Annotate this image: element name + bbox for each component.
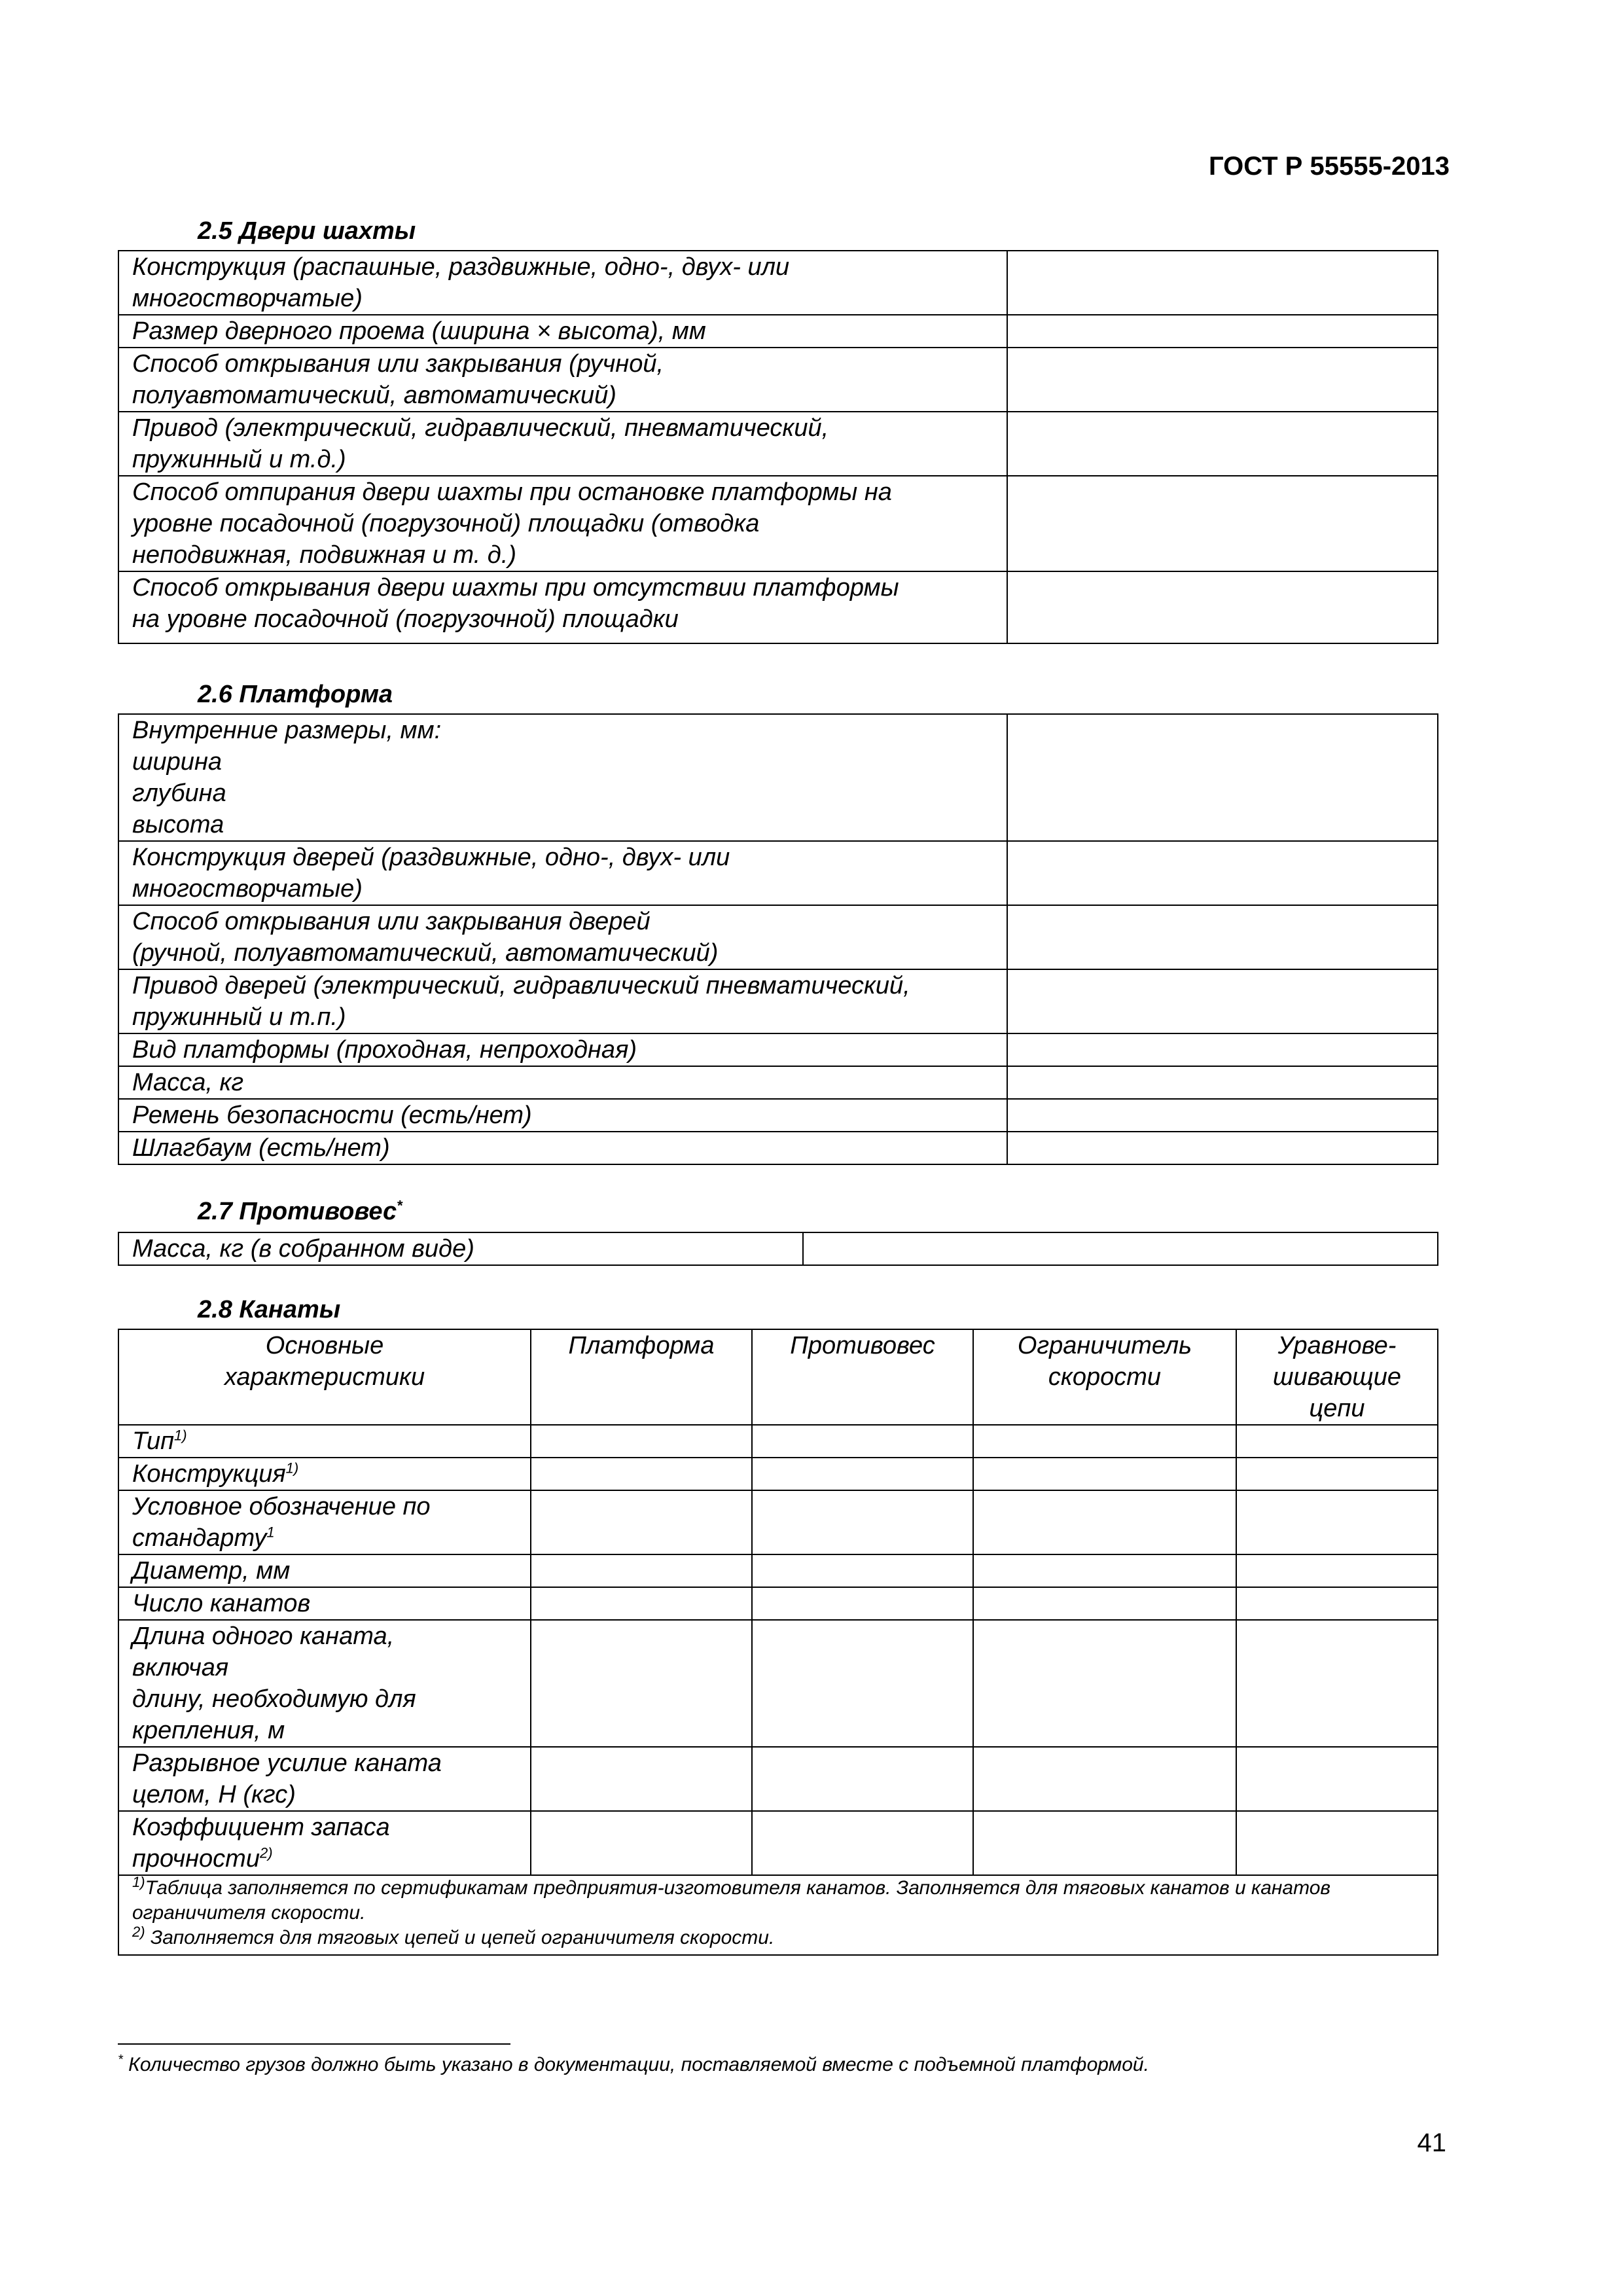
row-label-text: Тип — [132, 1427, 174, 1455]
value-cell[interactable] — [752, 1458, 973, 1490]
table-notes — [118, 1875, 1438, 1955]
table-row-label: Шлагбаум (есть/нет) — [118, 1132, 1007, 1164]
value-cell[interactable] — [752, 1811, 973, 1875]
value-cell[interactable] — [1007, 315, 1438, 348]
value-cell[interactable] — [752, 1587, 973, 1620]
page-footnote — [118, 2054, 1149, 2076]
counterweight-table — [118, 1232, 1438, 1266]
value-cell[interactable] — [973, 1554, 1236, 1587]
column-header: Основные характеристики — [118, 1329, 531, 1425]
value-cell[interactable] — [1007, 1066, 1438, 1099]
row-label-text: Разрывное усилие каната целом, Н (кгс) — [132, 1749, 442, 1808]
section-2-6-title: 2.6 Платформа — [198, 681, 393, 708]
column-header: Противовес — [752, 1329, 973, 1425]
value-cell[interactable] — [973, 1811, 1236, 1875]
row-label — [118, 1587, 531, 1620]
document-code: ГОСТ Р 55555-2013 — [1208, 152, 1450, 181]
table-row-label: Привод дверей (электрический, гидравлический пневматический, пружинный и т.п.) — [118, 969, 1007, 1033]
footnote-text: Количество грузов должно быть указано в документации, поставляемой вместе с подъемной платформой. — [122, 2054, 1149, 2075]
value-cell[interactable] — [1007, 1033, 1438, 1066]
ropes-table — [118, 1329, 1438, 1956]
value-cell[interactable] — [1236, 1554, 1438, 1587]
table-row-label: Масса, кг (в собранном виде) — [118, 1232, 803, 1265]
platform-table — [118, 713, 1438, 1165]
note-text: Заполняется для тяговых цепей и цепей ограничителя скорости. — [145, 1927, 775, 1948]
value-cell[interactable] — [1007, 905, 1438, 969]
table-row-label: Конструкция (распашные, раздвижные, одно-, двух- или многостворчатые) — [118, 251, 1007, 315]
value-cell[interactable] — [973, 1620, 1236, 1747]
value-cell[interactable] — [1007, 251, 1438, 315]
table-row-label: Вид платформы (проходная, непроходная) — [118, 1033, 1007, 1066]
row-label — [118, 1811, 531, 1875]
value-cell[interactable] — [1236, 1747, 1438, 1811]
row-label-text: Условное обозначение по стандарту — [132, 1493, 431, 1552]
value-cell[interactable] — [531, 1490, 752, 1554]
value-cell[interactable] — [531, 1458, 752, 1490]
value-cell[interactable] — [1007, 714, 1438, 841]
table-note — [132, 1876, 1424, 1926]
value-cell[interactable] — [752, 1620, 973, 1747]
value-cell[interactable] — [803, 1232, 1438, 1265]
value-cell[interactable] — [752, 1747, 973, 1811]
value-cell[interactable] — [1007, 841, 1438, 905]
column-header: Ограничитель скорости — [973, 1329, 1236, 1425]
row-label-text: Коэффициент запаса прочности — [132, 1814, 390, 1873]
value-cell[interactable] — [1236, 1490, 1438, 1554]
value-cell[interactable] — [1007, 571, 1438, 643]
table-row-label: Способ открывания или закрывания дверей (ручной, полуавтоматический, автоматический) — [118, 905, 1007, 969]
section-2-7-title — [198, 1198, 402, 1226]
value-cell[interactable] — [973, 1458, 1236, 1490]
page-number: 41 — [1417, 2128, 1446, 2157]
table-row-label: Размер дверного проема (ширина × высота), мм — [118, 315, 1007, 348]
table-row-label: Ремень безопасности (есть/нет) — [118, 1099, 1007, 1132]
value-cell[interactable] — [752, 1554, 973, 1587]
value-cell[interactable] — [531, 1554, 752, 1587]
footnote-mark: 1) — [174, 1427, 187, 1444]
value-cell[interactable] — [1236, 1620, 1438, 1747]
section-2-5-title: 2.5 Двери шахты — [198, 217, 416, 245]
value-cell[interactable] — [1007, 412, 1438, 476]
footnote-mark: * — [397, 1197, 402, 1214]
value-cell[interactable] — [1007, 476, 1438, 571]
row-label-text: Длина одного каната, включая длину, необходимую для крепления, м — [132, 1623, 416, 1744]
shaft-doors-table — [118, 250, 1438, 644]
table-row-label: Привод (электрический, гидравлический, пневматический, пружинный и т.д.) — [118, 412, 1007, 476]
value-cell[interactable] — [752, 1490, 973, 1554]
row-label — [118, 1490, 531, 1554]
value-cell[interactable] — [973, 1490, 1236, 1554]
note-text: Таблица заполняется по сертификатам предприятия-изготовителя канатов. Заполняется для тяговых канатов и канатов ограничителя скорости. — [132, 1877, 1331, 1924]
value-cell[interactable] — [531, 1620, 752, 1747]
value-cell[interactable] — [1236, 1425, 1438, 1458]
footnote-mark: * — [118, 2053, 123, 2067]
section-title-text: 2.7 Противовес — [198, 1198, 397, 1225]
table-row-label: Способ открывания или закрывания (ручной, полуавтоматический, автоматический) — [118, 348, 1007, 412]
table-row-label: Способ открывания двери шахты при отсутствии платформы на уровне посадочной (погрузочной) площадки — [118, 571, 1007, 643]
value-cell[interactable] — [752, 1425, 973, 1458]
row-label — [118, 1458, 531, 1490]
footnote-mark: 1) — [132, 1874, 145, 1890]
footnote-mark: 2) — [259, 1844, 273, 1861]
value-cell[interactable] — [973, 1587, 1236, 1620]
row-label — [118, 1425, 531, 1458]
value-cell[interactable] — [531, 1747, 752, 1811]
value-cell[interactable] — [531, 1811, 752, 1875]
value-cell[interactable] — [1236, 1811, 1438, 1875]
row-label-text: Диаметр, мм — [132, 1557, 291, 1585]
value-cell[interactable] — [531, 1587, 752, 1620]
value-cell[interactable] — [1007, 969, 1438, 1033]
value-cell[interactable] — [1236, 1458, 1438, 1490]
row-label-text: Конструкция — [132, 1460, 286, 1488]
value-cell[interactable] — [1007, 348, 1438, 412]
footnote-divider — [118, 2043, 510, 2045]
value-cell[interactable] — [973, 1747, 1236, 1811]
value-cell[interactable] — [531, 1425, 752, 1458]
value-cell[interactable] — [973, 1425, 1236, 1458]
table-row-label: Масса, кг — [118, 1066, 1007, 1099]
table-row-label: Внутренние размеры, мм: ширина глубина высота — [118, 714, 1007, 841]
table-note — [132, 1926, 1424, 1950]
row-label — [118, 1554, 531, 1587]
table-row-label: Способ отпирания двери шахты при остановке платформы на уровне посадочной (погрузочной) площадки (отводка неподвижная, подвижная и т. д.) — [118, 476, 1007, 571]
row-label — [118, 1620, 531, 1747]
column-header: Уравнове- шивающие цепи — [1236, 1329, 1438, 1425]
footnote-mark: 1 — [266, 1524, 275, 1541]
value-cell[interactable] — [1007, 1099, 1438, 1132]
row-label-text: Число канатов — [132, 1590, 311, 1617]
row-label — [118, 1747, 531, 1811]
footnote-mark: 1) — [285, 1460, 299, 1477]
value-cell[interactable] — [1007, 1132, 1438, 1164]
column-header: Платформа — [531, 1329, 752, 1425]
section-2-8-title: 2.8 Канаты — [198, 1296, 341, 1323]
footnote-mark: 2) — [132, 1924, 145, 1940]
table-row-label: Конструкция дверей (раздвижные, одно-, двух- или многостворчатые) — [118, 841, 1007, 905]
value-cell[interactable] — [1236, 1587, 1438, 1620]
